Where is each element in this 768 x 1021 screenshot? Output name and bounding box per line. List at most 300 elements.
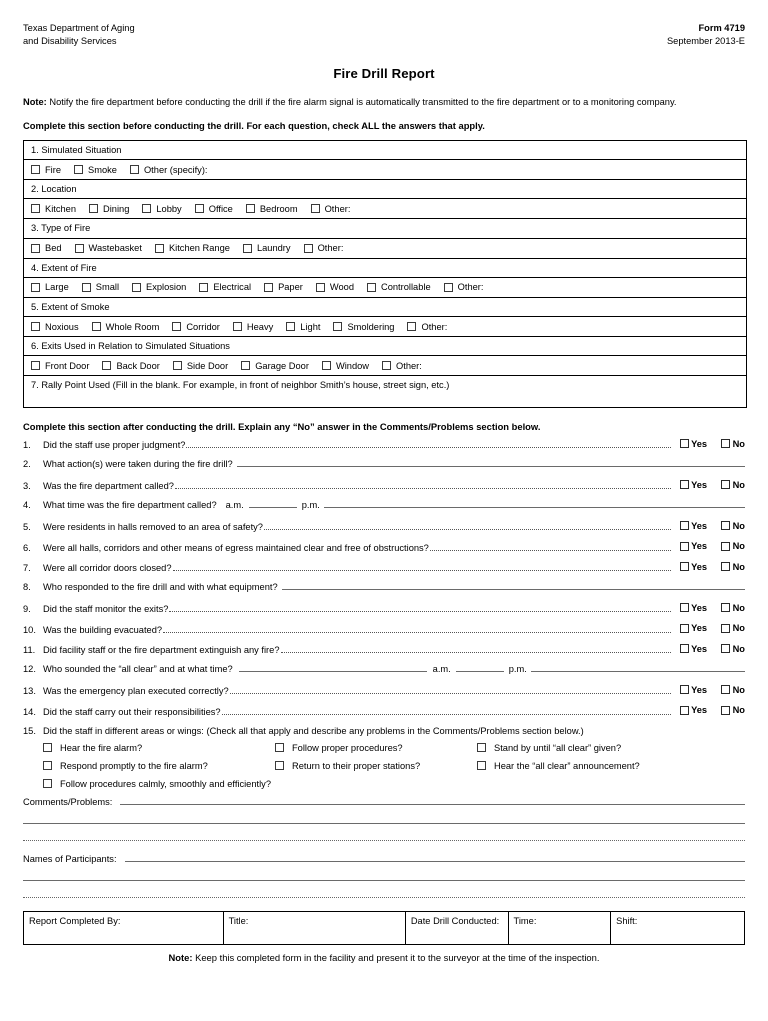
checkbox-option-office[interactable] xyxy=(195,204,233,214)
checkbox-icon[interactable] xyxy=(721,706,730,715)
dot-leader xyxy=(430,549,671,551)
checkbox-icon[interactable] xyxy=(477,761,486,770)
checkbox-option-paper[interactable] xyxy=(264,282,303,292)
question-number: 2. xyxy=(23,459,31,470)
checkbox-icon[interactable] xyxy=(444,283,453,292)
checkbox-option-whole-room[interactable] xyxy=(92,322,160,332)
option-label: Stand by until “all clear” given? xyxy=(494,742,622,753)
checkbox-icon[interactable] xyxy=(241,361,250,370)
cell-report-completed-by[interactable]: Report Completed By: xyxy=(24,911,224,944)
participants-label: Names of Participants: xyxy=(23,853,117,864)
checkbox-icon[interactable] xyxy=(31,361,40,370)
checkbox-icon[interactable] xyxy=(31,283,40,292)
question-row-6 xyxy=(23,541,745,554)
option-label: Lobby xyxy=(156,203,182,214)
question-text: Did the staff use proper judgment? xyxy=(43,440,186,451)
option-label: Other: xyxy=(324,203,351,214)
checkbox-option-stand-by-until-all-clear[interactable] xyxy=(477,743,621,753)
yes-no-group xyxy=(680,439,745,449)
section-row-options-1 xyxy=(24,160,746,180)
checkbox-option-electrical[interactable] xyxy=(199,282,251,292)
checkbox-icon[interactable] xyxy=(333,322,342,331)
signature-table xyxy=(23,911,745,945)
question-row-1 xyxy=(23,439,745,452)
no-label: No xyxy=(732,541,745,552)
section-heading-5: 5. Extent of Smoke xyxy=(31,301,110,312)
comments-label: Comments/Problems: xyxy=(23,796,113,807)
yes-label: Yes xyxy=(691,602,708,613)
no-option[interactable] xyxy=(721,603,745,613)
option-label: Hear the fire alarm? xyxy=(60,742,143,753)
question-number: 1. xyxy=(23,440,31,451)
checkbox-option-other-specify[interactable] xyxy=(130,165,208,175)
question-number: 14. xyxy=(23,706,36,717)
checkbox-icon[interactable] xyxy=(275,761,284,770)
dot-leader xyxy=(222,713,671,715)
checkbox-option-window[interactable] xyxy=(322,361,369,371)
option-label: Bed xyxy=(45,243,62,254)
question-number: 10. xyxy=(23,624,36,635)
question-text: What action(s) were taken during the fire drill? xyxy=(43,459,233,470)
checkbox-option-corridor[interactable] xyxy=(172,322,220,332)
dot-leader xyxy=(281,651,671,653)
yes-label: Yes xyxy=(691,479,708,490)
section-heading-3: 3. Type of Fire xyxy=(31,223,91,234)
checkbox-option-follow-procedures-calmly[interactable] xyxy=(43,779,271,789)
participants-blank-line[interactable] xyxy=(125,860,745,862)
question-text: Were all corridor doors closed? xyxy=(43,563,172,574)
option-label: Front Door xyxy=(45,360,90,371)
pre-drill-sections xyxy=(23,140,747,408)
section-heading-6: 6. Exits Used in Relation to Simulated Situations xyxy=(31,341,230,352)
option-label: Office xyxy=(208,203,233,214)
section-row-options-2 xyxy=(24,199,746,219)
question-row-10 xyxy=(23,623,745,636)
checkbox-icon[interactable] xyxy=(680,706,689,715)
checkbox-icon[interactable] xyxy=(680,603,689,612)
question-15-options xyxy=(43,743,745,789)
yes-no-group xyxy=(680,705,745,715)
checkbox-icon[interactable] xyxy=(74,165,83,174)
section-row-heading-2 xyxy=(24,180,746,199)
option-label: Dining xyxy=(103,203,130,214)
answer-blank-line[interactable] xyxy=(282,588,745,590)
checkbox-option-light[interactable] xyxy=(286,322,320,332)
checkbox-option-smoke[interactable] xyxy=(74,165,117,175)
cell-date-drill-conducted[interactable]: Date Drill Conducted: xyxy=(405,911,508,944)
checkbox-option-location-other[interactable] xyxy=(311,204,351,214)
comments-blank-line-3[interactable] xyxy=(23,839,745,841)
agency-line-1: Texas Department of Aging xyxy=(23,23,135,33)
checkbox-icon[interactable] xyxy=(155,244,164,253)
checkbox-icon[interactable] xyxy=(173,361,182,370)
question-text: Was the emergency plan executed correctly? xyxy=(43,686,229,697)
no-option[interactable] xyxy=(721,439,745,449)
checkbox-icon[interactable] xyxy=(286,322,295,331)
section-options-4 xyxy=(24,278,746,297)
checkbox-icon[interactable] xyxy=(246,204,255,213)
agency-name xyxy=(23,22,135,48)
form-identifier xyxy=(667,22,745,48)
q15-option-row-2 xyxy=(43,761,745,771)
section-heading-1: 1. Simulated Situation xyxy=(31,145,122,155)
checkbox-icon[interactable] xyxy=(199,283,208,292)
option-label: Wood xyxy=(329,282,354,293)
footer-note-label: Note: xyxy=(168,951,193,963)
am-blank-line[interactable] xyxy=(456,670,504,672)
am-blank-line[interactable] xyxy=(249,506,297,508)
question-number: 7. xyxy=(23,563,31,574)
checkbox-icon[interactable] xyxy=(721,562,730,571)
participants-blank-line-3[interactable] xyxy=(23,896,745,898)
no-option[interactable] xyxy=(721,623,745,633)
checkbox-icon[interactable] xyxy=(477,743,486,752)
option-label: Back Door xyxy=(116,360,160,371)
option-label: Respond promptly to the fire alarm? xyxy=(60,760,208,771)
checkbox-icon[interactable] xyxy=(680,480,689,489)
question-number: 5. xyxy=(23,522,31,533)
checkbox-option-respond-promptly[interactable] xyxy=(43,761,275,771)
option-label: Bedroom xyxy=(259,203,298,214)
checkbox-icon[interactable] xyxy=(367,283,376,292)
checkbox-option-laundry[interactable] xyxy=(243,243,291,253)
checkbox-option-wastebasket[interactable] xyxy=(75,243,142,253)
option-label: Smoke xyxy=(88,164,117,175)
checkbox-icon[interactable] xyxy=(31,204,40,213)
yes-no-group xyxy=(680,521,745,531)
section-row-options-5 xyxy=(24,317,746,337)
checkbox-icon[interactable] xyxy=(31,322,40,331)
no-option[interactable] xyxy=(721,541,745,551)
yes-option[interactable] xyxy=(680,623,708,633)
checkbox-option-type-other[interactable] xyxy=(304,243,344,253)
no-label: No xyxy=(732,705,745,716)
masthead xyxy=(23,22,745,48)
checkbox-option-noxious[interactable] xyxy=(31,322,79,332)
yes-option[interactable] xyxy=(680,705,708,715)
comments-blank-line[interactable] xyxy=(120,803,745,805)
option-label: Other: xyxy=(396,360,422,371)
no-option[interactable] xyxy=(721,685,745,695)
checkbox-option-front-door[interactable] xyxy=(31,361,89,371)
checkbox-option-garage-door[interactable] xyxy=(241,361,309,371)
option-label: Controllable xyxy=(381,282,431,293)
footer-note xyxy=(23,952,745,963)
dot-leader xyxy=(169,610,670,612)
participants-blank-line-2[interactable] xyxy=(23,879,745,881)
pm-label: p.m. xyxy=(508,664,527,675)
dot-leader xyxy=(175,487,671,489)
checkbox-option-kitchen[interactable] xyxy=(31,204,76,214)
top-note-text: Notify the fire department before conducting the drill if the fire alarm signal is automatically transmitted to the fire department or to a monitoring company. xyxy=(46,97,677,108)
checkbox-icon[interactable] xyxy=(43,761,52,770)
checkbox-icon[interactable] xyxy=(680,521,689,530)
pm-blank-line[interactable] xyxy=(531,670,745,672)
pm-label: p.m. xyxy=(301,500,320,511)
question-number: 11. xyxy=(23,645,36,656)
question-row-8 xyxy=(23,582,745,595)
dot-leader xyxy=(230,692,671,694)
top-note-label: Note: xyxy=(23,97,47,108)
section-options-6 xyxy=(24,356,746,375)
checkbox-icon[interactable] xyxy=(89,204,98,213)
checkbox-icon[interactable] xyxy=(31,244,40,253)
checkbox-icon[interactable] xyxy=(382,361,391,370)
checkbox-icon[interactable] xyxy=(75,244,84,253)
yes-no-group xyxy=(680,541,745,551)
question-row-3 xyxy=(23,480,745,493)
checkbox-option-dining[interactable] xyxy=(89,204,129,214)
no-label: No xyxy=(732,684,745,695)
checkbox-icon[interactable] xyxy=(721,521,730,530)
checkbox-icon[interactable] xyxy=(304,244,313,253)
form-date: September 2013-E xyxy=(666,36,745,47)
option-label: Garage Door xyxy=(255,360,309,371)
no-option[interactable] xyxy=(721,562,745,572)
yes-label: Yes xyxy=(691,520,708,531)
comments-blank-line-2[interactable] xyxy=(23,822,745,824)
yes-no-group xyxy=(680,644,745,654)
checkbox-option-bedroom[interactable] xyxy=(246,204,298,214)
question-number: 13. xyxy=(23,686,36,697)
section-row-heading-5 xyxy=(24,298,746,317)
checkbox-icon[interactable] xyxy=(721,603,730,612)
question-row-4 xyxy=(23,500,745,513)
question-text: Were all halls, corridors and other means of egress maintained clear and free of obstructions? xyxy=(43,542,429,553)
checkbox-option-extent-fire-other[interactable] xyxy=(444,282,484,292)
no-label: No xyxy=(732,561,745,572)
yes-label: Yes xyxy=(691,643,708,654)
checkbox-option-lobby[interactable] xyxy=(142,204,181,214)
no-label: No xyxy=(732,643,745,654)
question-number: 15. xyxy=(23,725,36,736)
participants-row xyxy=(23,854,745,864)
option-label: Light xyxy=(300,321,321,332)
no-option[interactable] xyxy=(721,521,745,531)
question-number: 3. xyxy=(23,481,31,492)
checkbox-option-extent-smoke-other[interactable] xyxy=(407,322,447,332)
no-label: No xyxy=(732,520,745,531)
checkbox-icon[interactable] xyxy=(680,542,689,551)
checkbox-option-explosion[interactable] xyxy=(132,282,186,292)
yes-no-group xyxy=(680,603,745,613)
no-option[interactable] xyxy=(721,480,745,490)
option-label: Wastebasket xyxy=(88,243,142,254)
option-label: Explosion xyxy=(146,282,187,293)
checkbox-icon[interactable] xyxy=(316,283,325,292)
yes-option[interactable] xyxy=(680,562,708,572)
question-number: 4. xyxy=(23,500,31,511)
checkbox-icon[interactable] xyxy=(82,283,91,292)
question-row-2 xyxy=(23,459,745,472)
yes-no-group xyxy=(680,480,745,490)
checkbox-icon[interactable] xyxy=(721,542,730,551)
yes-option[interactable] xyxy=(680,521,708,531)
who-blank-line[interactable] xyxy=(239,670,427,672)
question-row-14 xyxy=(23,705,745,718)
checkbox-icon[interactable] xyxy=(322,361,331,370)
option-label: Window xyxy=(335,360,370,371)
checkbox-icon[interactable] xyxy=(721,644,730,653)
yes-option[interactable] xyxy=(680,644,708,654)
question-text: Was the building evacuated? xyxy=(43,624,163,635)
question-text: Did the staff in different areas or wings: (Check all that apply and describe any problems in the Comments/Problems section below.) xyxy=(43,725,584,736)
checkbox-icon[interactable] xyxy=(680,644,689,653)
section-row-heading-6 xyxy=(24,337,746,356)
question-number: 6. xyxy=(23,542,31,553)
option-label: Other: xyxy=(457,282,484,293)
q15-option-row-1 xyxy=(43,743,745,753)
checkbox-icon[interactable] xyxy=(680,562,689,571)
section-row-rally-point[interactable] xyxy=(24,376,746,406)
question-text: Who responded to the fire drill and with what equipment? xyxy=(43,582,278,593)
checkbox-icon[interactable] xyxy=(407,322,416,331)
comments-row xyxy=(23,797,745,807)
cell-shift[interactable]: Shift: xyxy=(616,915,638,926)
no-label: No xyxy=(732,623,745,634)
section-row-heading-4 xyxy=(24,259,746,278)
option-label: Hear the “all clear” announcement? xyxy=(494,760,640,771)
dot-leader xyxy=(163,631,671,633)
section-row-options-6 xyxy=(24,356,746,376)
page-title: Fire Drill Report xyxy=(333,66,435,82)
option-label: Fire xyxy=(45,164,62,175)
checkbox-option-back-door[interactable] xyxy=(102,361,159,371)
checkbox-icon[interactable] xyxy=(680,624,689,633)
checkbox-option-fire[interactable] xyxy=(31,165,61,175)
checkbox-icon[interactable] xyxy=(172,322,181,331)
checkbox-icon[interactable] xyxy=(243,244,252,253)
answer-blank-line[interactable] xyxy=(237,465,745,467)
top-note xyxy=(23,96,745,109)
checkbox-icon[interactable] xyxy=(130,165,139,174)
question-text: Did the staff monitor the exits? xyxy=(43,604,169,615)
checkbox-option-hear-all-clear-announcement[interactable] xyxy=(477,761,640,771)
checkbox-icon[interactable] xyxy=(721,624,730,633)
checkbox-option-large[interactable] xyxy=(31,282,69,292)
question-text: Did facility staff or the fire department extinguish any fire? xyxy=(43,645,280,656)
question-row-7 xyxy=(23,562,745,575)
checkbox-option-exits-other[interactable] xyxy=(382,361,422,371)
section-heading-4: 4. Extent of Fire xyxy=(31,262,97,273)
question-text: Who sounded the “all clear” and at what time? xyxy=(43,664,233,675)
question-text: Was the fire department called? xyxy=(43,481,174,492)
cell-title[interactable]: Title: xyxy=(223,911,405,944)
option-label: Noxious xyxy=(45,321,79,332)
yes-option[interactable] xyxy=(680,603,708,613)
yes-option[interactable] xyxy=(680,685,708,695)
checkbox-option-side-door[interactable] xyxy=(173,361,228,371)
checkbox-option-return-to-stations[interactable] xyxy=(275,761,477,771)
question-number: 8. xyxy=(23,582,31,593)
yes-no-group xyxy=(680,685,745,695)
checkbox-icon[interactable] xyxy=(43,779,52,788)
checkbox-icon[interactable] xyxy=(142,204,151,213)
option-label: Heavy xyxy=(246,321,274,332)
footer-note-text: Keep this completed form in the facility and present it to the surveyor at the time of the inspection. xyxy=(192,951,600,963)
checkbox-icon[interactable] xyxy=(43,743,52,752)
checkbox-icon[interactable] xyxy=(275,743,284,752)
section-options-5 xyxy=(24,317,746,336)
checkbox-icon[interactable] xyxy=(721,480,730,489)
option-label: Paper xyxy=(278,282,303,293)
yes-option[interactable] xyxy=(680,480,708,490)
option-label: Small xyxy=(95,282,120,293)
option-label: Large xyxy=(45,282,69,293)
question-text: Did the staff carry out their responsibilities? xyxy=(43,706,221,717)
checkbox-option-hear-fire-alarm[interactable] xyxy=(43,743,275,753)
section-heading-2: 2. Location xyxy=(31,184,77,195)
option-label: Whole Room xyxy=(105,321,160,332)
section-row-heading-1 xyxy=(24,141,746,160)
dot-leader xyxy=(186,446,670,448)
after-drill-instruction: Complete this section after conducting the drill. Explain any “No” answer in the Comments/Problems section below. xyxy=(23,420,541,432)
section-options-3 xyxy=(24,239,746,258)
checkbox-icon[interactable] xyxy=(233,322,242,331)
checkbox-option-follow-proper-procedures[interactable] xyxy=(275,743,477,753)
question-number: 9. xyxy=(23,604,31,615)
option-label: Return to their proper stations? xyxy=(292,760,421,771)
yes-label: Yes xyxy=(691,438,708,449)
checkbox-icon[interactable] xyxy=(31,165,40,174)
checkbox-icon[interactable] xyxy=(680,685,689,694)
yes-label: Yes xyxy=(691,561,708,572)
checkbox-option-bed[interactable] xyxy=(31,243,62,253)
checkbox-option-kitchen-range[interactable] xyxy=(155,243,230,253)
checkbox-option-small[interactable] xyxy=(82,282,119,292)
option-label: Laundry xyxy=(256,243,291,254)
question-row-15 xyxy=(23,726,745,736)
yes-label: Yes xyxy=(691,705,708,716)
rally-point-heading: 7. Rally Point Used (Fill in the blank. For example, in front of neighbor Smith’s house, street sign, etc.) xyxy=(31,380,450,391)
checkbox-icon[interactable] xyxy=(721,439,730,448)
yes-option[interactable] xyxy=(680,541,708,551)
section-row-options-4 xyxy=(24,278,746,298)
dot-leader xyxy=(173,569,671,571)
question-row-11 xyxy=(23,644,745,657)
checkbox-icon[interactable] xyxy=(680,439,689,448)
yes-no-group xyxy=(680,562,745,572)
no-option[interactable] xyxy=(721,705,745,715)
option-label: Other: xyxy=(317,243,344,254)
question-row-9 xyxy=(23,603,745,616)
yes-option[interactable] xyxy=(680,439,708,449)
checkbox-icon[interactable] xyxy=(132,283,141,292)
checkbox-icon[interactable] xyxy=(92,322,101,331)
cell-time[interactable]: Time: xyxy=(508,911,611,944)
pm-blank-line[interactable] xyxy=(324,506,745,508)
checkbox-icon[interactable] xyxy=(195,204,204,213)
option-label: Other: xyxy=(421,321,448,332)
no-option[interactable] xyxy=(721,644,745,654)
checkbox-option-heavy[interactable] xyxy=(233,322,273,332)
yes-label: Yes xyxy=(691,623,708,634)
option-label: Side Door xyxy=(186,360,229,371)
option-label: Corridor xyxy=(186,321,220,332)
question-row-13 xyxy=(23,685,745,698)
checkbox-option-wood[interactable] xyxy=(316,282,354,292)
checkbox-icon[interactable] xyxy=(721,685,730,694)
yes-label: Yes xyxy=(691,684,708,695)
table-row xyxy=(24,911,745,944)
checkbox-option-smoldering[interactable] xyxy=(333,322,394,332)
checkbox-icon[interactable] xyxy=(311,204,320,213)
checkbox-option-controllable[interactable] xyxy=(367,282,431,292)
checkbox-icon[interactable] xyxy=(264,283,273,292)
question-row-5 xyxy=(23,521,745,534)
section-row-options-3 xyxy=(24,239,746,259)
checkbox-icon[interactable] xyxy=(102,361,111,370)
